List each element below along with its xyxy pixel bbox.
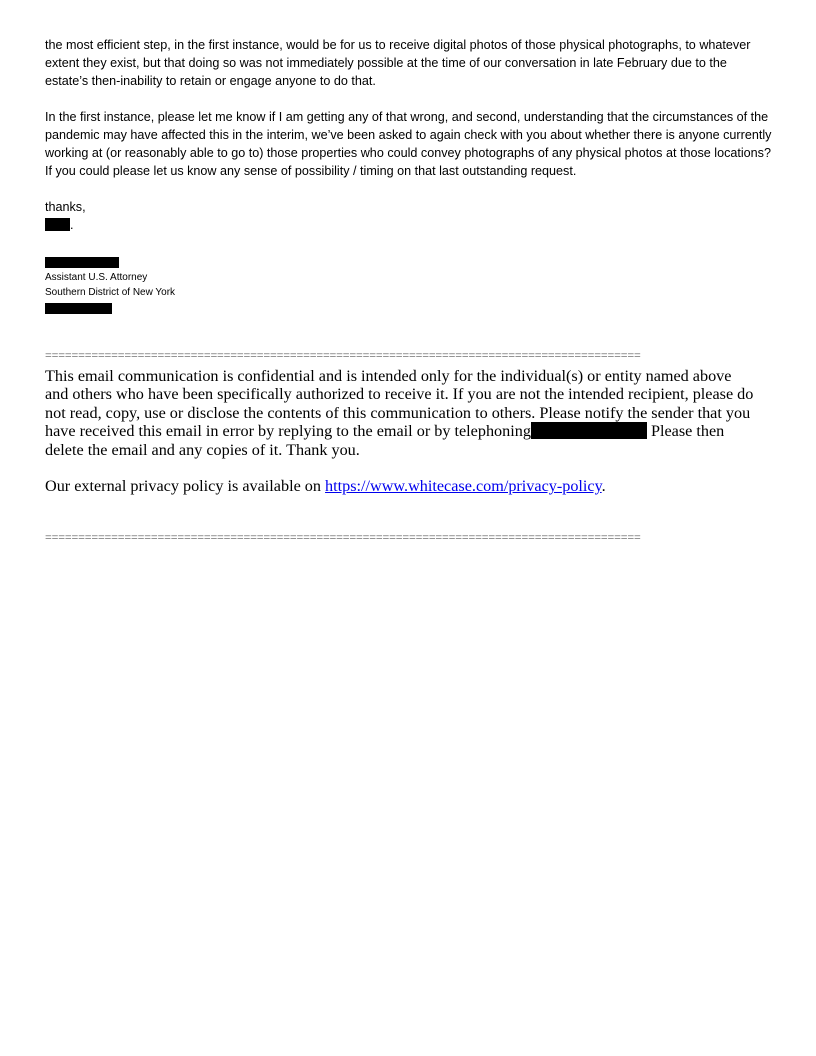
closing-punctuation: .	[70, 218, 74, 232]
body-paragraph-1: the most efficient step, in the first instance, would be for us to receive digital photos of those physical photographs, to whatever extent they exist, but that doing so was not immediately possible at the time of our conversation in late February due to the estate’s then-inability to retain or engage anyone to do that.	[45, 38, 751, 88]
separator-top: ==========================================================================================	[45, 349, 641, 361]
confidentiality-disclaimer	[45, 367, 757, 496]
disclaimer-text-part-1: This email communication is confidential and is intended only for the individual(s) or entity named above and others who have been specifically authorized to receive it. If you are not the intended recipient, please do not read, copy, use or disclose the contents of this communication to others. Please notify the sender that you have received this email in error by replying to the email or by telephoning	[45, 367, 754, 441]
privacy-policy-link[interactable]: https://www.whitecase.com/privacy-policy	[325, 477, 602, 496]
signature-block	[45, 255, 773, 315]
email-body	[45, 36, 773, 315]
disclaimer-text-part-2: Please then delete the email and any copies of it. Thank you.	[45, 422, 725, 459]
disclaimer-text	[45, 367, 757, 459]
closing-text: thanks,	[45, 200, 86, 214]
privacy-notice	[45, 477, 757, 495]
signature-title: Assistant U.S. Attorney	[45, 272, 148, 283]
privacy-suffix: .	[601, 477, 606, 496]
redacted-sender-phone	[45, 303, 112, 314]
body-paragraph-2: In the first instance, please let me know if I am getting any of that wrong, and second, understanding that the circumstances of the pandemic may have affected this in the interim, we’ve been asked to again check with you about whether there is anyone currently working at (or reasonably able to go to) those properties who could convey photographs of any physical photos at those locations? If you could please let us know any sense of possibility / timing on that last outstanding request.	[45, 110, 772, 178]
separator-bottom: ==========================================================================================	[45, 531, 641, 543]
redacted-sender-name	[45, 257, 119, 268]
redacted-telephone	[531, 422, 647, 439]
signature-office: Southern District of New York	[45, 287, 176, 298]
closing	[45, 198, 773, 234]
privacy-prefix: Our external privacy policy is available on	[45, 477, 326, 496]
redacted-sender-initials	[45, 218, 70, 231]
